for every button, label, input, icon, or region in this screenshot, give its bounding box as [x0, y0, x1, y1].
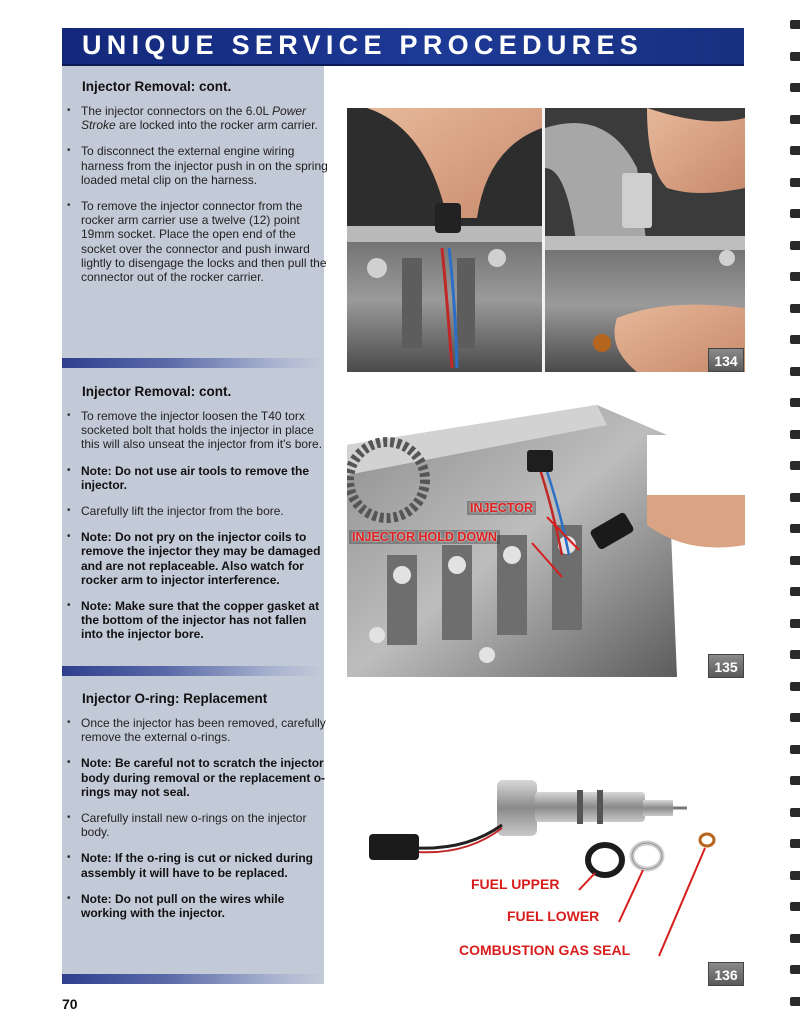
binding-mark [790, 20, 800, 29]
figure-number-135: 135 [708, 654, 744, 678]
binding-mark [790, 524, 800, 533]
callout-fuel-upper: FUEL UPPER [471, 876, 560, 892]
section-oring-replacement [62, 691, 330, 932]
figure-134-photo [347, 108, 745, 372]
binding-mark [790, 52, 800, 61]
binding-mark [790, 745, 800, 754]
binding-mark [790, 272, 800, 281]
list-item: • Carefully lift the injector from the bore. [62, 504, 330, 518]
list-item: • Note: Make sure that the copper gasket at the bottom of the injector has not fallen into the injector bore. [62, 599, 330, 642]
binding-mark [790, 493, 800, 502]
callout-combustion-gas-seal: COMBUSTION GAS SEAL [459, 942, 631, 958]
list-item: • To remove the injector loosen the T40 torx socketed bolt that holds the injector in place this will also unseat the injector from it's bore. [62, 409, 330, 452]
binding-mark [790, 398, 800, 407]
bullet-list [62, 104, 330, 284]
binding-mark [790, 335, 800, 344]
binding-mark [790, 178, 800, 187]
binding-mark [790, 209, 800, 218]
binding-mark [790, 556, 800, 565]
binding-mark [790, 146, 800, 155]
bullet-list [62, 409, 330, 642]
panel-divider-3 [62, 974, 324, 984]
spiral-binding [788, 0, 800, 1028]
header-banner [62, 28, 744, 66]
binding-mark [790, 461, 800, 470]
binding-mark [790, 776, 800, 785]
binding-mark [790, 965, 800, 974]
binding-mark [790, 871, 800, 880]
binding-mark [790, 241, 800, 250]
figure-number-136: 136 [708, 962, 744, 986]
list-item: • The injector connectors on the 6.0L Power Stroke are locked into the rocker arm carrier. [62, 104, 330, 132]
list-item: • Note: If the o-ring is cut or nicked during assembly it will have to be replaced. [62, 851, 330, 879]
callout-injector: INJECTOR [467, 501, 536, 515]
binding-mark [790, 83, 800, 92]
section-heading: Injector Removal: cont. [82, 384, 232, 399]
binding-mark [790, 619, 800, 628]
figure-136-diagram [347, 760, 745, 988]
binding-mark [790, 682, 800, 691]
binding-mark [790, 304, 800, 313]
section-heading: Injector O-ring: Replacement [82, 691, 268, 706]
binding-mark [790, 587, 800, 596]
engine-photo-illustration [347, 108, 745, 372]
callout-injector-hold-down: INJECTOR HOLD DOWN [349, 530, 500, 544]
figure-135-photo [347, 405, 745, 677]
list-item: • Note: Do not pull on the wires while working with the injector. [62, 892, 330, 920]
section-injector-removal-1 [62, 79, 330, 296]
binding-mark [790, 430, 800, 439]
callout-fuel-lower: FUEL LOWER [507, 908, 600, 924]
panel-divider-2 [62, 666, 324, 676]
section-heading: Injector Removal: cont. [82, 79, 232, 94]
binding-mark [790, 115, 800, 124]
list-item: • Note: Do not pry on the injector coils to remove the injector they may be damaged and are not replaceable. Also watch for rocker arm to injector interference. [62, 530, 330, 587]
panel-divider-1 [62, 358, 324, 368]
binding-mark [790, 367, 800, 376]
binding-mark [790, 839, 800, 848]
list-item: • To disconnect the external engine wiring harness from the injector push in on the spring loaded metal clip on the harness. [62, 144, 330, 187]
binding-mark [790, 650, 800, 659]
page-number: 70 [62, 996, 78, 1012]
list-item: • Note: Be careful not to scratch the injector body during removal or the replacement o-rings may not seal. [62, 756, 330, 799]
figure-number-134: 134 [708, 348, 744, 372]
binding-mark [790, 902, 800, 911]
list-item: • Carefully install new o-rings on the injector body. [62, 811, 330, 839]
binding-mark [790, 808, 800, 817]
list-item: • Once the injector has been removed, carefully remove the external o-rings. [62, 716, 330, 744]
binding-mark [790, 934, 800, 943]
binding-mark [790, 713, 800, 722]
list-item: • To remove the injector connector from the rocker arm carrier use a twelve (12) point 19mm socket. Place the open end of the socket over the connector and push inward lightly to disengage the locks and then pull the connector out of the rocker carrier. [62, 199, 330, 284]
section-injector-removal-2 [62, 384, 330, 654]
bullet-list [62, 716, 330, 920]
binding-mark [790, 997, 800, 1006]
list-item: • Note: Do not use air tools to remove the injector. [62, 464, 330, 492]
page-title: UNIQUE SERVICE PROCEDURES [82, 30, 644, 60]
